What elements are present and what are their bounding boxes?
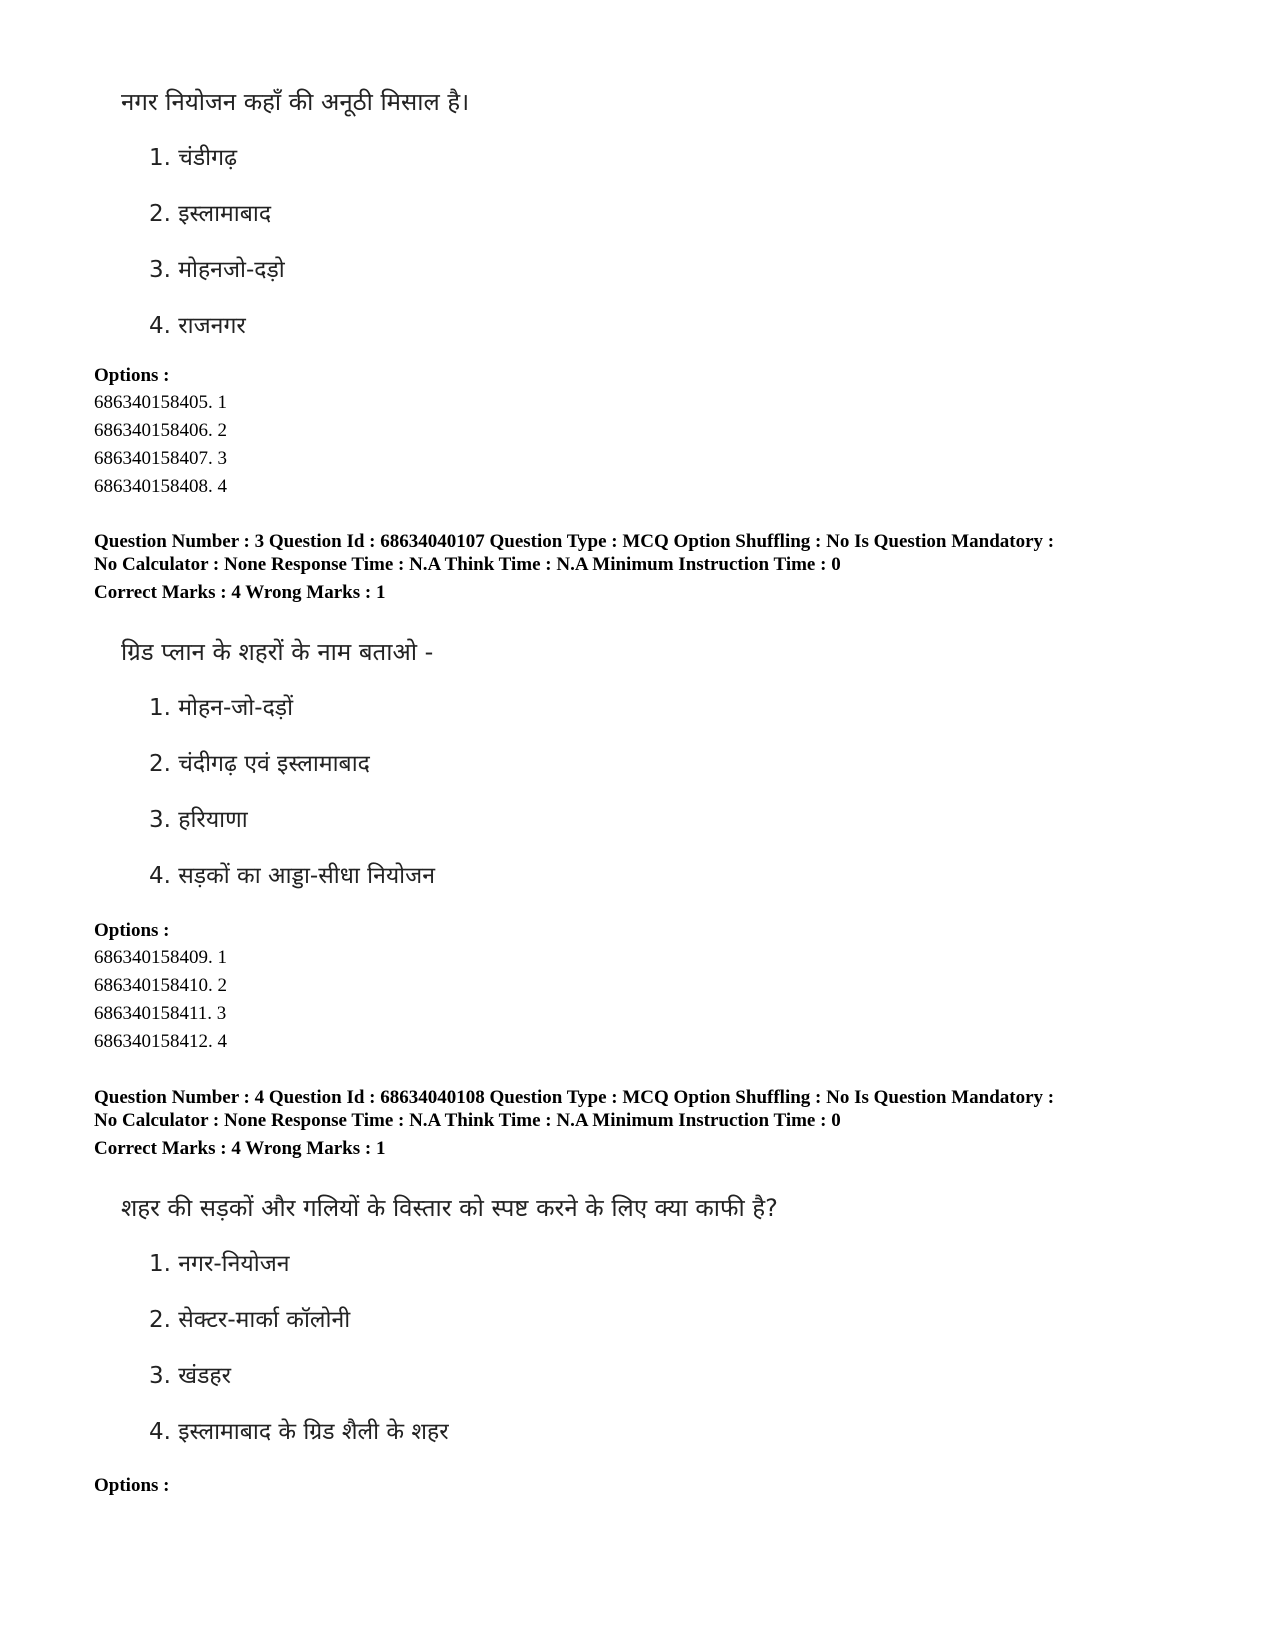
choice-2: 2. इस्लामाबाद: [149, 201, 272, 227]
question-text: ग्रिड प्लान के शहरों के नाम बताओ -: [121, 638, 434, 666]
choice-1: 1. मोहन-जो-दड़ों: [149, 695, 294, 721]
choice-2: 2. चंदीगढ़ एवं इस्लामाबाद: [149, 751, 370, 777]
option-id-3: 686340158407. 3: [94, 448, 227, 469]
option-id-2: 686340158410. 2: [94, 975, 227, 996]
choice-1: 1. नगर-नियोजन: [149, 1251, 290, 1277]
choice-4: 4. राजनगर: [149, 313, 246, 339]
question-text: नगर नियोजन कहाँ की अनूठी मिसाल है।: [121, 88, 470, 116]
option-id-1: 686340158405. 1: [94, 392, 227, 413]
question-meta-line-2: No Calculator : None Response Time : N.A Think Time : N.A Minimum Instruction Time : 0: [94, 554, 841, 575]
choice-2: 2. सेक्टर-मार्का कॉलोनी: [149, 1307, 351, 1333]
choice-1: 1. चंडीगढ़: [149, 145, 238, 171]
choice-4: 4. इस्लामाबाद के ग्रिड शैली के शहर: [149, 1419, 449, 1445]
options-label: Options :: [94, 365, 170, 386]
question-marks: Correct Marks : 4 Wrong Marks : 1: [94, 1138, 386, 1159]
question-meta-line-2: No Calculator : None Response Time : N.A Think Time : N.A Minimum Instruction Time : 0: [94, 1110, 841, 1131]
choice-3: 3. मोहनजो-दड़ो: [149, 257, 285, 283]
choice-3: 3. हरियाणा: [149, 807, 248, 833]
choice-4: 4. सड़कों का आड्डा-सीधा नियोजन: [149, 863, 435, 889]
option-id-4: 686340158412. 4: [94, 1031, 227, 1052]
option-id-1: 686340158409. 1: [94, 947, 227, 968]
question-meta-line-1: Question Number : 4 Question Id : 68634040108 Question Type : MCQ Option Shuffling : No Is Question Mandatory :: [94, 1087, 1055, 1108]
options-label: Options :: [94, 1475, 170, 1496]
option-id-3: 686340158411. 3: [94, 1003, 227, 1024]
choice-3: 3. खंडहर: [149, 1363, 231, 1389]
question-marks: Correct Marks : 4 Wrong Marks : 1: [94, 582, 386, 603]
question-meta-line-1: Question Number : 3 Question Id : 68634040107 Question Type : MCQ Option Shuffling : No Is Question Mandatory :: [94, 531, 1055, 552]
options-label: Options :: [94, 920, 170, 941]
option-id-4: 686340158408. 4: [94, 476, 227, 497]
question-text: शहर की सड़कों और गलियों के विस्तार को स्पष्ट करने के लिए क्या काफी है?: [121, 1194, 778, 1222]
option-id-2: 686340158406. 2: [94, 420, 227, 441]
